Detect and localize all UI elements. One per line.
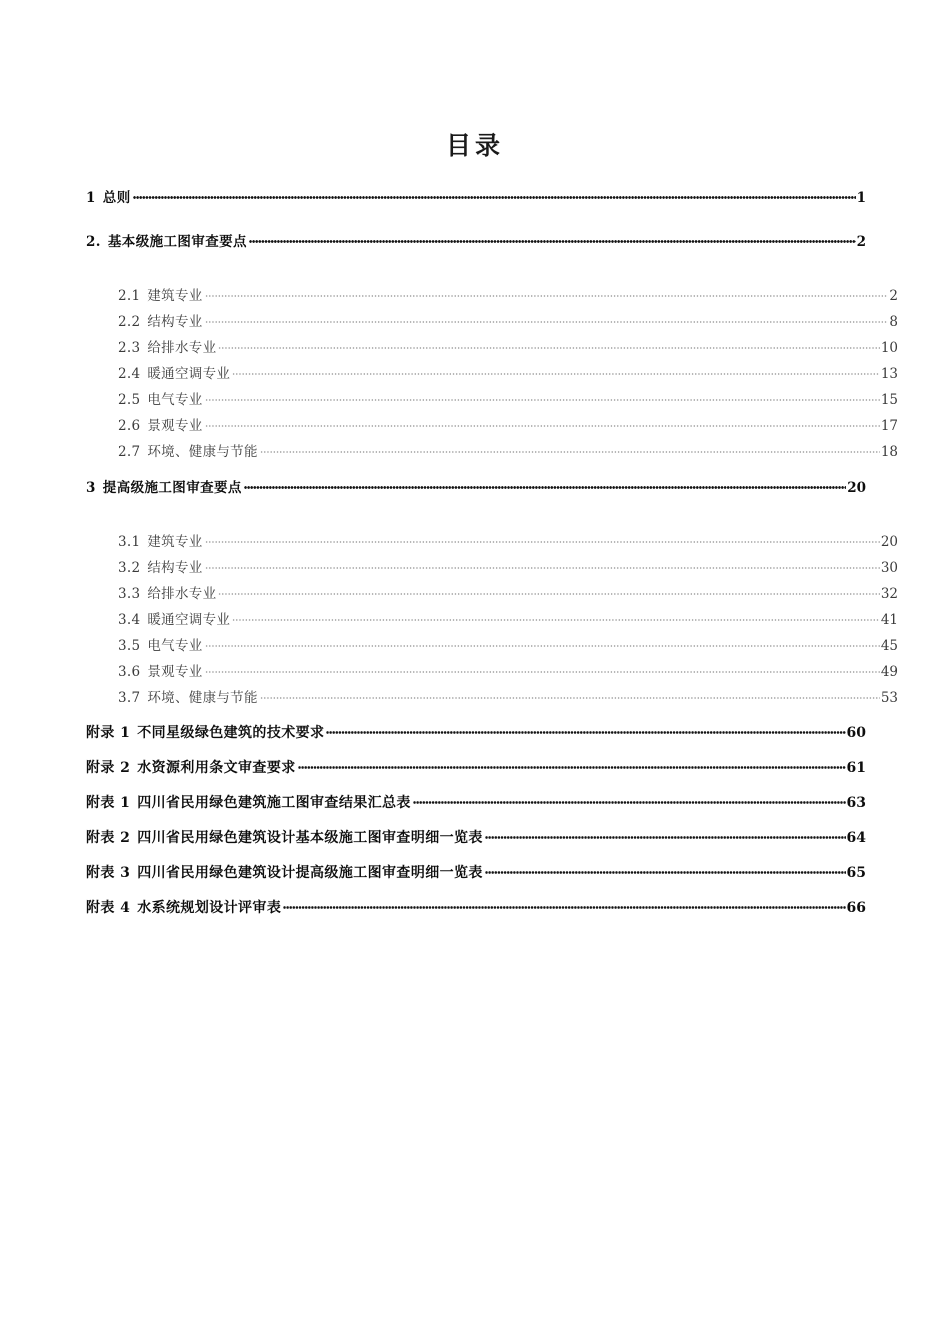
toc-page-number: 61 (846, 760, 866, 776)
toc-page-number: 1 (856, 190, 866, 206)
toc-entry-number: 2.3 (118, 340, 141, 356)
toc-entry-number: 附表 1 (86, 795, 131, 811)
toc-page-number: 65 (846, 865, 866, 881)
toc-dot-leader (326, 723, 845, 737)
toc-entry-text: 提高级施工图审查要点 (102, 480, 242, 496)
toc-entry-text: 建筑专业 (147, 534, 203, 550)
toc-page-number: 41 (880, 612, 898, 628)
toc-page-number: 20 (847, 480, 866, 496)
toc-page-number: 53 (880, 690, 898, 706)
toc-entry[interactable] (118, 634, 898, 660)
toc-page-number: 2 (856, 234, 866, 250)
toc-entry-label (118, 660, 205, 680)
toc-entry-text: 环境、健康与节能 (147, 444, 258, 460)
toc-entry[interactable] (118, 608, 898, 634)
toc-page-number: 30 (880, 560, 898, 576)
page-title: 目录 (445, 131, 504, 160)
toc-page-number: 45 (880, 638, 898, 654)
toc-entry-label (86, 476, 244, 496)
toc-entry-label (118, 336, 218, 356)
toc-entry-label (118, 608, 232, 628)
toc-page-number: 60 (846, 725, 866, 741)
toc-entry-number: 2.1 (118, 288, 141, 304)
toc-entry-text: 水系统规划设计评审表 (137, 900, 282, 916)
toc-dot-leader (260, 443, 880, 457)
toc-entry-text: 景观专业 (147, 418, 203, 434)
toc-entry[interactable] (118, 414, 898, 440)
toc-entry-text: 电气专业 (147, 392, 203, 408)
toc-entry[interactable] (118, 336, 898, 362)
toc-page-number: 2 (889, 288, 898, 304)
toc-entry-text: 不同星级绿色建筑的技术要求 (137, 725, 325, 741)
toc-entry-label (118, 284, 205, 304)
toc-page-number: 63 (846, 795, 866, 811)
toc-entry-number: 2.6 (118, 418, 141, 434)
toc-entry-text: 基本级施工图审查要点 (107, 234, 247, 250)
toc-entry-number: 3.4 (118, 612, 141, 628)
toc-dot-leader (205, 663, 880, 677)
toc-entry-text: 结构专业 (147, 314, 203, 330)
toc-entry-text: 给排水专业 (147, 586, 217, 602)
toc-entry-number: 3.5 (118, 638, 141, 654)
toc-dot-leader (218, 339, 879, 353)
toc-entry-text: 四川省民用绿色建筑设计基本级施工图审查明细一览表 (137, 830, 483, 846)
toc-dot-leader (205, 391, 880, 405)
toc-page-number: 20 (880, 534, 898, 550)
toc-entry-label (118, 582, 218, 602)
toc-entry-text: 四川省民用绿色建筑施工图审查结果汇总表 (137, 795, 411, 811)
toc-page-number: 8 (889, 314, 898, 330)
toc-entry-number: 附表 4 (86, 900, 131, 916)
toc-entry-text: 景观专业 (147, 664, 203, 680)
toc-entry-number: 3.6 (118, 664, 141, 680)
toc-page-number: 32 (880, 586, 898, 602)
toc-dot-leader (413, 793, 846, 807)
toc-dot-leader (205, 313, 889, 327)
toc-dot-leader (205, 533, 880, 547)
toc-entry[interactable] (118, 440, 898, 466)
toc-entry-label (86, 792, 413, 812)
toc-dot-leader (205, 287, 889, 301)
toc-entry-label (118, 634, 205, 654)
toc-entry-number: 2.2 (118, 314, 141, 330)
toc-page-number: 10 (880, 340, 898, 356)
toc-entry[interactable] (86, 757, 866, 792)
toc-entry[interactable] (118, 582, 898, 608)
toc-dot-leader (232, 611, 880, 625)
toc-entry[interactable] (86, 792, 866, 827)
table-of-contents (86, 186, 898, 932)
toc-entry-label (118, 530, 205, 550)
toc-entry-number: 3.3 (118, 586, 141, 602)
toc-entry[interactable] (118, 284, 898, 310)
toc-page-number: 49 (880, 664, 898, 680)
toc-entry-number: 2.4 (118, 366, 141, 382)
toc-entry-label (86, 186, 133, 206)
toc-entry[interactable] (86, 897, 866, 932)
toc-entry-text: 结构专业 (147, 560, 203, 576)
toc-entry[interactable] (86, 230, 866, 274)
toc-entry-number: 3.7 (118, 690, 141, 706)
toc-entry-text: 水资源利用条文审查要求 (137, 760, 296, 776)
toc-entry-number: 2. (86, 234, 101, 250)
toc-entry-label (118, 362, 232, 382)
toc-entry-text: 四川省民用绿色建筑设计提高级施工图审查明细一览表 (137, 865, 483, 881)
toc-page-number: 18 (880, 444, 898, 460)
toc-entry[interactable] (86, 862, 866, 897)
toc-entry-number: 1 (86, 190, 96, 206)
toc-entry[interactable] (86, 186, 866, 230)
toc-dot-leader (298, 758, 846, 772)
toc-entry[interactable] (118, 556, 898, 582)
toc-entry-number: 2.5 (118, 392, 141, 408)
toc-entry-number: 附表 3 (86, 865, 131, 881)
toc-dot-leader (205, 417, 880, 431)
toc-entry-label (86, 862, 485, 882)
toc-dot-leader (232, 365, 880, 379)
toc-entry-label (118, 310, 205, 330)
toc-entry[interactable] (118, 388, 898, 414)
toc-entry-text: 建筑专业 (147, 288, 203, 304)
toc-entry[interactable] (86, 827, 866, 862)
toc-page-number: 66 (846, 900, 866, 916)
toc-entry-number: 3.1 (118, 534, 141, 550)
toc-entry-text: 电气专业 (147, 638, 203, 654)
toc-entry-text: 暖通空调专业 (147, 366, 231, 382)
toc-entry-text: 环境、健康与节能 (147, 690, 258, 706)
toc-entry-number: 2.7 (118, 444, 141, 460)
toc-entry-label (86, 827, 485, 847)
toc-entry-label (118, 440, 260, 460)
toc-page-number: 13 (880, 366, 898, 382)
toc-entry-label (118, 388, 205, 408)
toc-entry-text: 暖通空调专业 (147, 612, 231, 628)
toc-entry[interactable] (118, 686, 898, 712)
toc-dot-leader (260, 689, 880, 703)
toc-entry-number: 附录 1 (86, 725, 131, 741)
toc-entry-text: 总则 (102, 190, 131, 206)
toc-dot-leader (485, 828, 846, 842)
toc-entry-label (86, 230, 249, 250)
toc-entry[interactable] (118, 362, 898, 388)
toc-entry-label (86, 757, 298, 777)
toc-entry-number: 附表 2 (86, 830, 131, 846)
toc-entry-number: 3.2 (118, 560, 141, 576)
toc-entry[interactable] (118, 310, 898, 336)
toc-entry[interactable] (118, 660, 898, 686)
toc-dot-leader (205, 559, 880, 573)
toc-dot-leader (205, 637, 880, 651)
toc-entry-label (118, 686, 260, 706)
toc-entry[interactable] (86, 476, 866, 520)
toc-dot-leader (249, 233, 856, 247)
toc-entry[interactable] (86, 722, 866, 757)
toc-page-number: 17 (880, 418, 898, 434)
toc-dot-leader (133, 189, 856, 203)
toc-dot-leader (244, 479, 846, 493)
toc-entry-number: 附录 2 (86, 760, 131, 776)
toc-entry[interactable] (118, 530, 898, 556)
toc-entry-label (118, 556, 205, 576)
toc-entry-label (86, 897, 283, 917)
toc-dot-leader (485, 863, 846, 877)
toc-dot-leader (283, 898, 845, 912)
toc-page-number: 64 (846, 830, 866, 846)
toc-entry-label (118, 414, 205, 434)
toc-entry-number: 3 (86, 480, 96, 496)
toc-dot-leader (218, 585, 879, 599)
toc-page-number: 15 (880, 392, 898, 408)
toc-entry-text: 给排水专业 (147, 340, 217, 356)
toc-entry-label (86, 722, 326, 742)
